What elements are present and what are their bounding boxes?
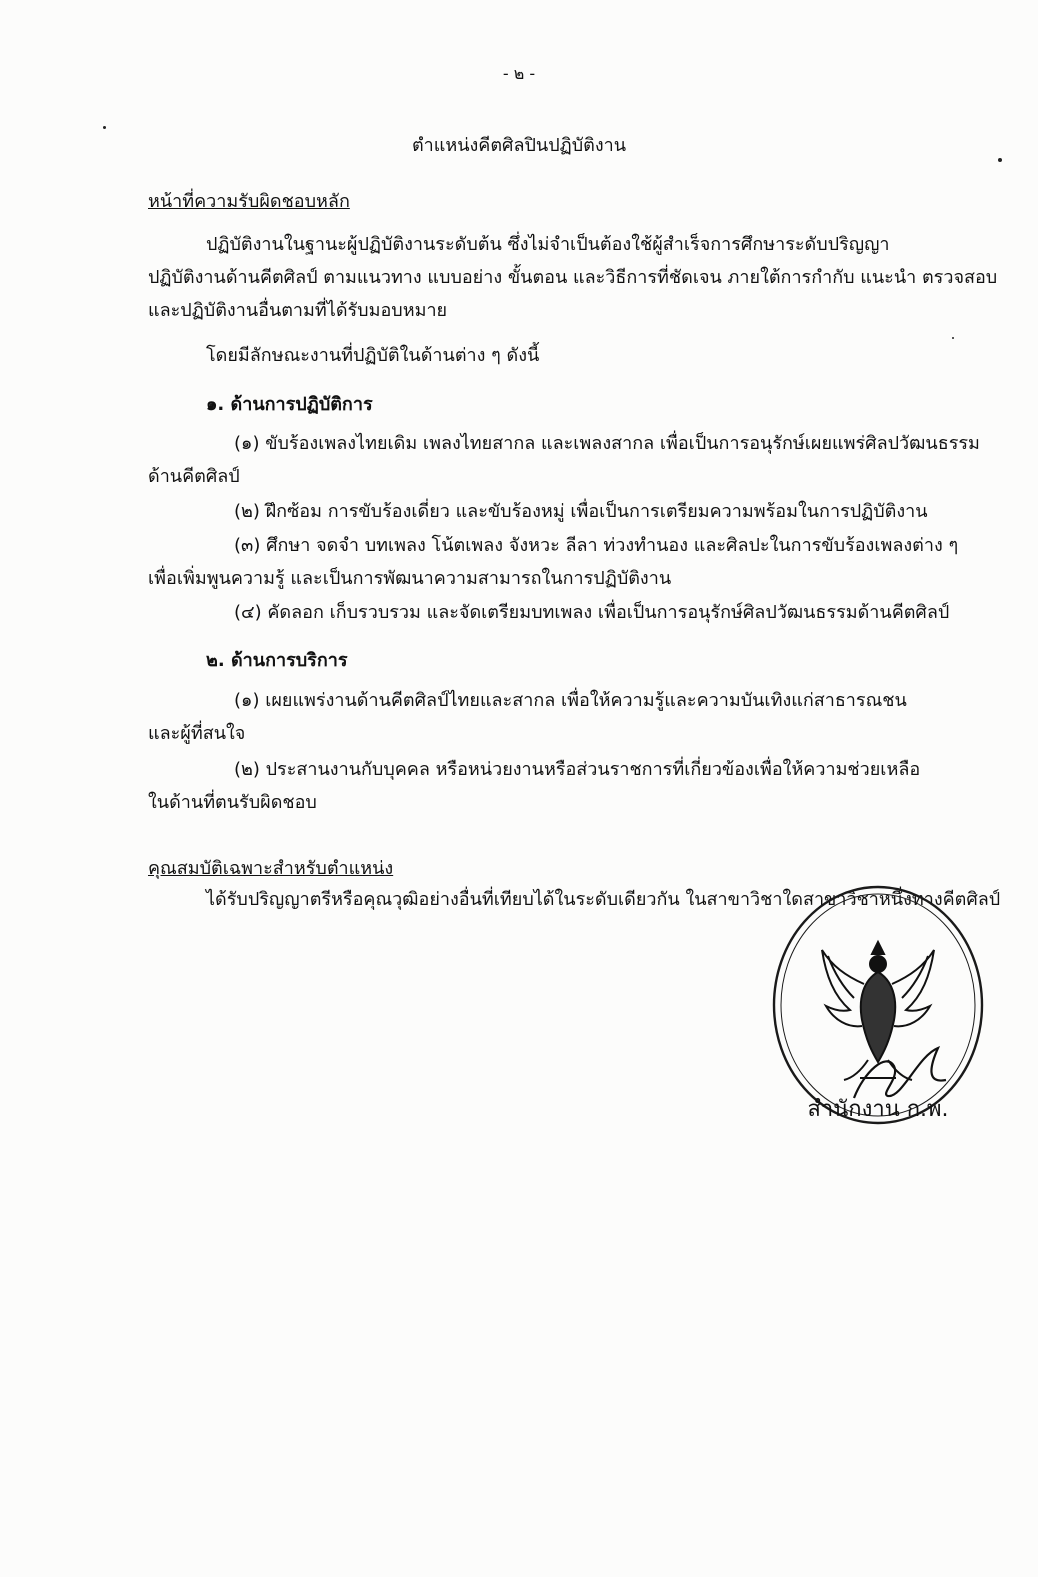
duty-item: (๒) ประสานงานกับบุคคล หรือหน่วยงานหรือส่วนราชการที่เกี่ยวข้องเพื่อให้ความช่วยเหลือ <box>234 759 921 780</box>
duty-item-continued: ในด้านที่ตนรับผิดชอบ <box>148 792 317 813</box>
duty-item: (๑) เผยแพร่งานด้านคีตศิลป์ไทยและสากล เพื่อให้ความรู้และความบันเทิงแก่สาธารณชน <box>234 690 907 711</box>
page-number: - ๒ - <box>502 64 536 83</box>
intro-line: ปฏิบัติงานด้านคีตศิลป์ ตามแนวทาง แบบอย่าง ขั้นตอน และวิธีการที่ชัดเจน ภายใต้การกำกับ แนะนำ ตรวจสอบ <box>148 267 998 288</box>
scan-speck <box>103 126 106 129</box>
section-heading-operations: ๑. ด้านการปฏิบัติการ <box>206 394 373 415</box>
qualifications-text: ได้รับปริญญาตรีหรือคุณวุฒิอย่างอื่นที่เทียบได้ในระดับเดียวกัน ในสาขาวิชาใดสาขาวิชาหนึ่งทางคีตศิลป์ <box>206 889 1001 910</box>
official-stamp <box>768 880 988 1130</box>
intro-line: และปฏิบัติงานอื่นตามที่ได้รับมอบหมาย <box>148 300 448 321</box>
duty-item: (๓) ศึกษา จดจำ บทเพลง โน้ตเพลง จังหวะ ลีลา ท่วงทำนอง และศิลปะในการขับร้องเพลงต่าง ๆ <box>234 535 959 556</box>
page-title: ตำแหน่งคีตศิลปินปฏิบัติงาน <box>411 135 627 156</box>
qualifications-heading: คุณสมบัติเฉพาะสำหรับตำแหน่ง <box>148 858 394 879</box>
duty-item: (๔) คัดลอก เก็บรวบรวม และจัดเตรียมบทเพลง เพื่อเป็นการอนุรักษ์ศิลปวัฒนธรรมด้านคีตศิลป์ <box>234 602 950 623</box>
duty-item-continued: ด้านคีตศิลป์ <box>148 466 240 487</box>
stamp-text: สำนักงาน ก.พ. <box>807 1097 949 1122</box>
garuda-emblem-icon <box>822 942 934 1080</box>
intro-line: ปฏิบัติงานในฐานะผู้ปฏิบัติงานระดับต้น ซึ่งไม่จำเป็นต้องใช้ผู้สำเร็จการศึกษาระดับปริญญา <box>206 234 890 255</box>
scan-speck <box>952 337 954 339</box>
section-heading-services: ๒. ด้านการบริการ <box>206 650 348 671</box>
responsibilities-heading: หน้าที่ความรับผิดชอบหลัก <box>148 191 350 212</box>
duty-item: (๑) ขับร้องเพลงไทยเดิม เพลงไทยสากล และเพลงสากล เพื่อเป็นการอนุรักษ์เผยแพร่ศิลปวัฒนธรรม <box>234 433 980 454</box>
duty-item: (๒) ฝึกซ้อม การขับร้องเดี่ยว และขับร้องหมู่ เพื่อเป็นการเตรียมความพร้อมในการปฏิบัติงาน <box>234 501 928 522</box>
duties-lead: โดยมีลักษณะงานที่ปฏิบัติในด้านต่าง ๆ ดังนี้ <box>206 345 540 366</box>
duty-item-continued: เพื่อเพิ่มพูนความรู้ และเป็นการพัฒนาความสามารถในการปฏิบัติงาน <box>148 568 672 589</box>
scan-speck <box>998 158 1002 162</box>
duty-item-continued: และผู้ที่สนใจ <box>148 723 246 744</box>
